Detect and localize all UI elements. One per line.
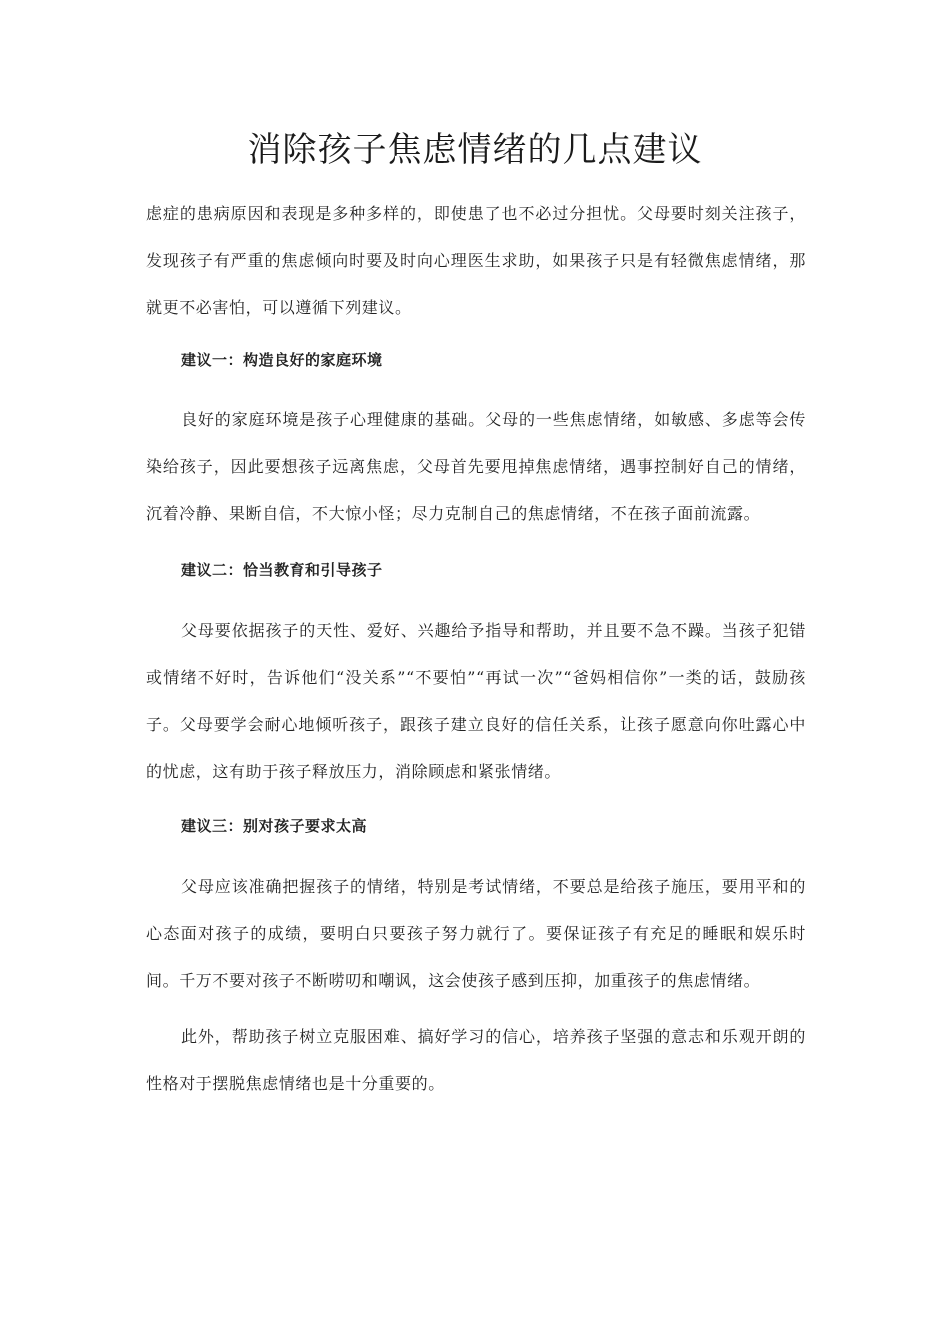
section-heading-1: 建议一：构造良好的家庭环境: [181, 351, 383, 369]
intro-paragraph: 虑症的患病原因和表现是多种多样的，即使患了也不必过分担忧。父母要时刻关注孩子，发现孩子有严重的焦虑倾向时要及时向心理医生求助，如果孩子只是有轻微焦虑情绪，那就更不必害怕，可以遵循下列建议。: [146, 204, 806, 317]
section-heading-3: 建议三：别对孩子要求太高: [181, 817, 368, 835]
section-heading-2: 建议二：恰当教育和引导孩子: [181, 561, 383, 579]
page-title: 消除孩子焦虑情绪的几点建议: [247, 130, 703, 170]
section-body-3: 父母应该准确把握孩子的情绪，特别是考试情绪，不要总是给孩子施压，要用平和的心态面对孩子的成绩，要明白只要孩子努力就行了。要保证孩子有充足的睡眠和娱乐时间。千万不要对孩子不断唠叨和嘲讽，这会使孩子感到压抑，加重孩子的焦虑情绪。: [146, 877, 806, 990]
section-body-1: 良好的家庭环境是孩子心理健康的基础。父母的一些焦虑情绪，如敏感、多虑等会传染给孩子，因此要想孩子远离焦虑，父母首先要甩掉焦虑情绪，遇事控制好自己的情绪，沉着冷静、果断自信，不大惊小怪；尽力克制自己的焦虑情绪，不在孩子面前流露。: [146, 410, 806, 523]
section-body-2: 父母要依据孩子的天性、爱好、兴趣给予指导和帮助，并且要不急不躁。当孩子犯错或情绪不好时，告诉他们“没关系”“不要怕”“再试一次”“爸妈相信你”一类的话，鼓励孩子。父母要学会耐心地倾听孩子，跟孩子建立良好的信任关系，让孩子愿意向你吐露心中的忧虑，这有助于孩子释放压力，消除顾虑和紧张情绪。: [146, 621, 806, 781]
closing-paragraph: 此外，帮助孩子树立克服困难、搞好学习的信心，培养孩子坚强的意志和乐观开朗的性格对于摆脱焦虑情绪也是十分重要的。: [146, 1027, 806, 1093]
